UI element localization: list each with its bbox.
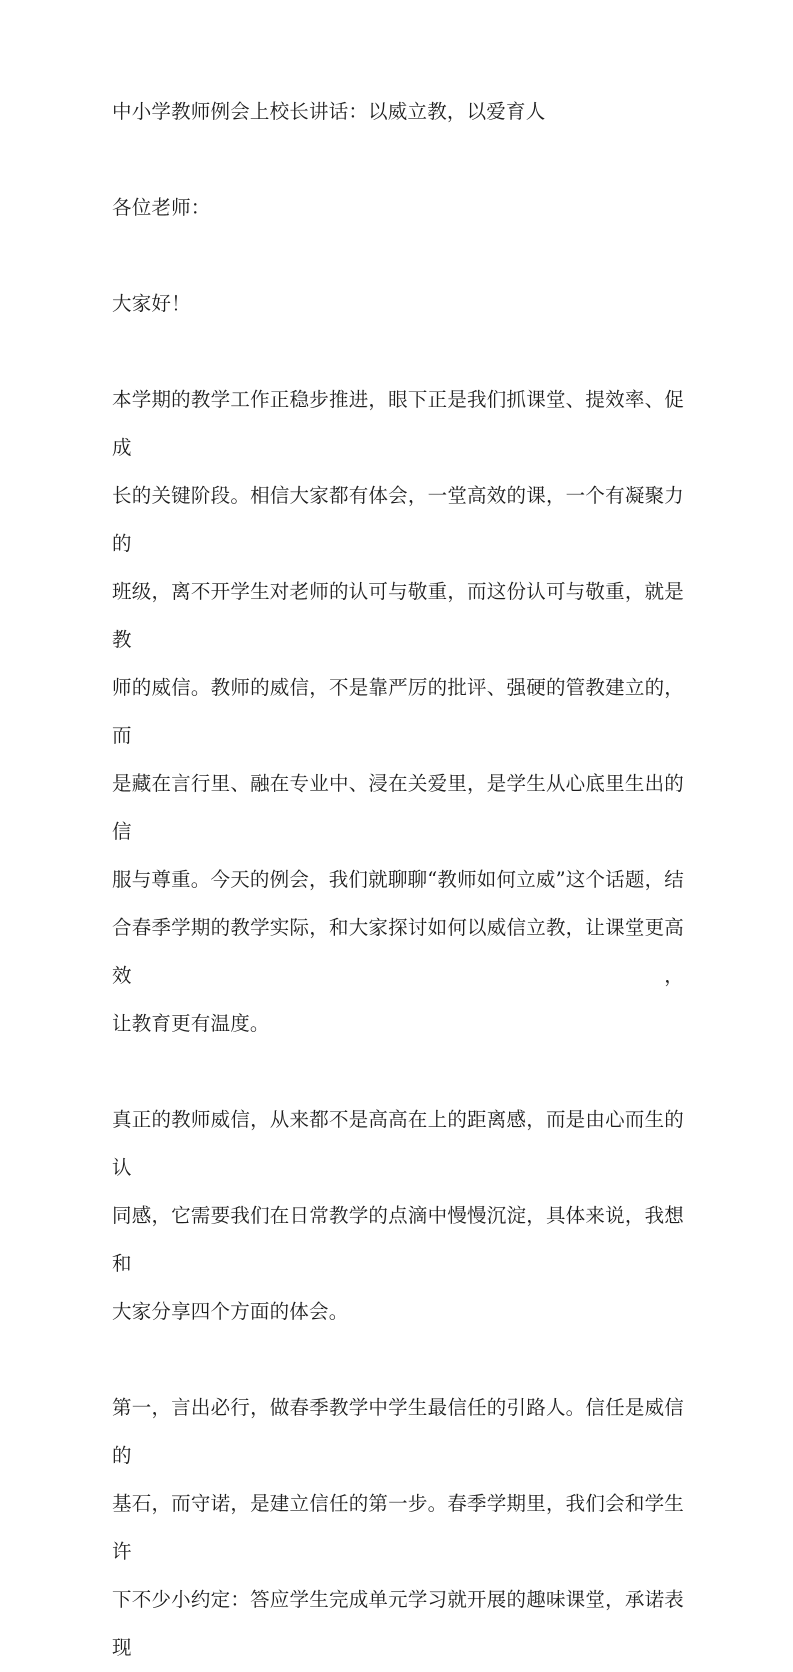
spacer-after-salutation [112, 232, 684, 280]
paragraph-line: 让教育更有温度。 [112, 1012, 270, 1035]
paragraph-line: 真正的教师威信，从来都不是高高在上的距离感，而是由心而生的认 [112, 1108, 684, 1179]
paragraph-line: 大家分享四个方面的体会。 [112, 1300, 349, 1323]
paragraph-line: 师的威信。教师的威信，不是靠严厉的批评、强硬的管教建立的，而 [112, 676, 684, 747]
paragraph-opening [112, 376, 684, 1048]
paragraph-line: 服与尊重。今天的例会，我们就聊聊“教师如何立威”这个话题，结 [112, 868, 684, 891]
paragraph-line: 合春季学期的教学实际，和大家探讨如何以威信立教，让课堂更高效， [112, 916, 684, 987]
paragraph-line: 第一，言出必行，做春季教学中学生最信任的引路人。信任是威信的 [112, 1396, 684, 1467]
paragraph-point-one [112, 1384, 684, 1672]
paragraph-line: 长的关键阶段。相信大家都有体会，一堂高效的课，一个有凝聚力的 [112, 484, 684, 555]
paragraph-line: 班级，离不开学生对老师的认可与敬重，而这份认可与敬重，就是教 [112, 580, 684, 651]
spacer-between-paragraphs-2 [112, 1336, 684, 1384]
document-title: 中小学教师例会上校长讲话：以威立教，以爱育人 [112, 100, 546, 123]
document-text-column [112, 88, 684, 1672]
spacer-after-greeting [112, 328, 684, 376]
spacer-after-title [112, 136, 684, 184]
paragraph-line: 是藏在言行里、融在专业中、浸在关爱里，是学生从心底里生出的信 [112, 772, 684, 843]
spacer-between-paragraphs-1 [112, 1048, 684, 1096]
greeting: 大家好！ [112, 292, 191, 315]
paragraph-line: 本学期的教学工作正稳步推进，眼下正是我们抓课堂、提效率、促成 [112, 388, 684, 459]
paragraph-authority-definition [112, 1096, 684, 1336]
paragraph-line: 同感，它需要我们在日常教学的点滴中慢慢沉淀，具体来说，我想和 [112, 1204, 684, 1275]
paragraph-line: 下不少小约定：答应学生完成单元学习就开展的趣味课堂，承诺表现 [112, 1588, 684, 1659]
salutation: 各位老师： [112, 196, 211, 219]
paragraph-line: 基石，而守诺，是建立信任的第一步。春季学期里，我们会和学生许 [112, 1492, 684, 1563]
